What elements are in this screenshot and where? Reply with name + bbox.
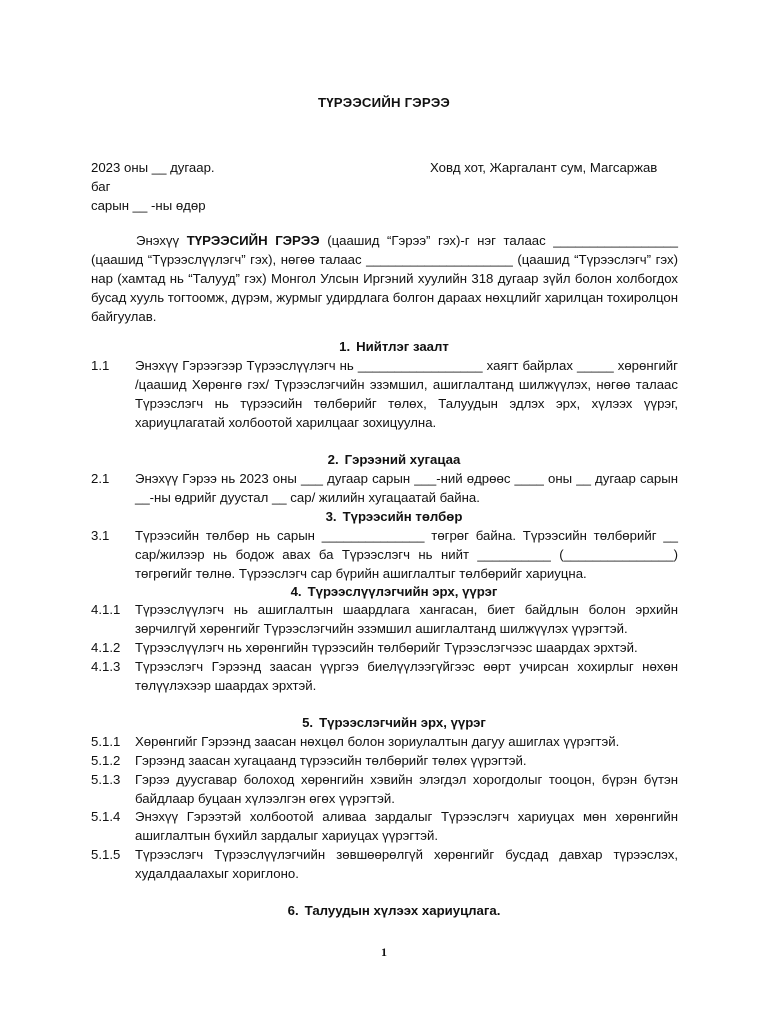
clause-text: Түрээслэгч Гэрээнд заасан үүргээ биелүүлээгүйгээс өөрт учирсан хохирлыг нөхөн төлүүлэхээр шаардах эрхтэй. <box>135 659 678 693</box>
section-4-title: Түрээслүүлэгчийн эрх, үүрэг <box>307 584 498 599</box>
document-title: ТҮРЭЭСИЙН ГЭРЭЭ <box>317 95 451 110</box>
clause-text: Гэрээ дуусгавар болоход хөрөнгийн хэвийн элэгдэл хорогдолыг тооцон, бүрэн бүтэн байдлаар буцаан хүлээлгэн өгөх үүрэгтэй. <box>135 772 678 806</box>
clause-text: Энэхүү Гэрээ нь 2023 оны ___ дугаар сарын ___-ний өдрөөс ____ оны __ дугаар сарын __-ны өдрийг дуустал __ сар/ жилийн хугацаатай байна. <box>135 471 678 505</box>
section-5-number: 5. <box>302 715 314 730</box>
section-5-title: Түрээслэгчийн эрх, үүрэг <box>319 715 486 730</box>
clause-5-1-5 <box>91 845 678 883</box>
clause-number: 3.1 <box>91 528 110 543</box>
section-2-number: 2. <box>327 452 339 467</box>
clause-text: Энэхүү Гэрээгээр Түрээслүүлэгч нь _________________ хаягт байрлах _____ хөрөнгийг /цаашид Хөрөнгө гэх/ Түрээслэгчийн эзэмшил, ашиглалтанд шилжүүлэх, нөгөө талаас Түрээслэгч нь түрээсийн төлбөрийг төлөх, Талуудын эдлэх эрх, хүлээх үүрэг, хариуцлагатай холбоотой харилцааг зохицуулна. <box>135 358 678 430</box>
clause-number: 5.1.2 <box>91 753 121 768</box>
intro-rest: (цаашид “Гэрээ” гэх)-г нэг талаас _________________ (цаашид “Түрээслүүлэгч” гэх), нөгөө талаас ____________________ (цаашид “Түрээслэгч” гэх) нар (хамтад нь “Талууд” гэх) Монгол Улсын Иргэний хуулийн 318 дугаар зүйл болон холбогдох бусад хууль тогтоомж, дүрэм, журмыг удирдлага болгон дараах нөхцлийг харилцан тохиролцон байгуулав. <box>91 233 678 324</box>
clause-5-1-3 <box>91 770 678 808</box>
page-number: 1 <box>381 945 387 959</box>
clause-text: Түрээслүүлэгч нь ашиглалтын шаардлага хангасан, биет байдлын болон эрхийн зөрчилгүй хөрөнгийг Түрээслэгчийн эзэмшил ашиглалтанд шилжүүлэх үүрэгтэй. <box>135 602 678 636</box>
clause-number: 5.1.1 <box>91 734 121 749</box>
clause-4-1-2 <box>91 638 678 657</box>
section-2-heading <box>0 450 768 469</box>
clause-text: Түрээслүүлэгч нь хөрөнгийн түрээсийн төлбөрийг Түрээслэгчээс шаардах эрхтэй. <box>135 640 638 655</box>
header-date-block <box>91 158 391 215</box>
section-6-heading <box>0 901 768 920</box>
clause-number: 5.1.5 <box>91 847 121 862</box>
section-4-number: 4. <box>290 584 302 599</box>
section-3-heading <box>0 507 768 526</box>
clause-4-1-1 <box>91 600 678 638</box>
section-4-heading <box>0 582 768 601</box>
clause-number: 4.1.1 <box>91 602 121 617</box>
clause-text: Гэрээнд заасан хугацаанд түрээсийн төлбөрийг төлөх үүрэгтэй. <box>135 753 527 768</box>
clause-text: Түрээсийн төлбөр нь сарын ______________ төгрөг байна. Түрээсийн төлбөрийг __ сар/жилээр нь бодож авах ба Түрээслэгч нь нийт __________ (_______________) төгрөгийг төлнө. Түрээслэгч сар бүрийн ашиглалтыг төлбөрийг хариуцна. <box>135 528 678 581</box>
section-2-title: Гэрээний хугацаа <box>344 452 461 467</box>
intro-bold-title: ТҮРЭЭСИЙН ГЭРЭЭ <box>186 233 320 248</box>
section-6-number: 6. <box>287 903 299 918</box>
clause-4-1-3 <box>91 657 678 695</box>
section-5-heading <box>0 713 768 732</box>
clause-number: 4.1.3 <box>91 659 121 674</box>
clause-text: Энэхүү Гэрээтэй холбоотой аливаа зардалыг Түрээслэгч хариуцах мөн хөрөнгийн ашиглалтын бүхийл зардалыг хариуцах үүрэгтэй. <box>135 809 678 843</box>
header-date-line: 2023 оны __ дугаар. <box>91 160 215 175</box>
clause-number: 5.1.4 <box>91 809 121 824</box>
header-location: Ховд хот, Жаргалант сум, Магсаржав <box>430 160 658 175</box>
clause-number: 5.1.3 <box>91 772 121 787</box>
section-1-number: 1. <box>339 339 351 354</box>
intro-lead: Энэхүү <box>136 233 180 248</box>
intro-paragraph <box>91 231 678 326</box>
clause-5-1-4 <box>91 807 678 845</box>
section-3-title: Түрээсийн төлбөр <box>342 509 463 524</box>
section-6-title: Талуудын хүлээх хариуцлага. <box>304 903 501 918</box>
clause-3-1 <box>91 526 678 583</box>
clause-number: 1.1 <box>91 358 110 373</box>
section-3-number: 3. <box>325 509 337 524</box>
clause-text: Хөрөнгийг Гэрээнд заасан нөхцөл болон зориулалтын дагуу ашиглах үүрэгтэй. <box>135 734 620 749</box>
clause-number: 4.1.2 <box>91 640 121 655</box>
clause-1-1 <box>91 356 678 432</box>
header-district-line: баг <box>91 179 111 194</box>
clause-5-1-1 <box>91 732 678 751</box>
section-1-heading <box>0 337 768 356</box>
clause-text: Түрээслэгч Түрээслүүлэгчийн зөвшөөрөлгүй хөрөнгийг бусдад давхар түрээслэх, худалдаалахыг хориглоно. <box>135 847 678 881</box>
section-1-title: Нийтлэг заалт <box>356 339 449 354</box>
header-day-line: сарын __ -ны өдөр <box>91 198 206 213</box>
clause-5-1-2 <box>91 751 678 770</box>
clause-number: 2.1 <box>91 471 110 486</box>
clause-2-1 <box>91 469 678 507</box>
